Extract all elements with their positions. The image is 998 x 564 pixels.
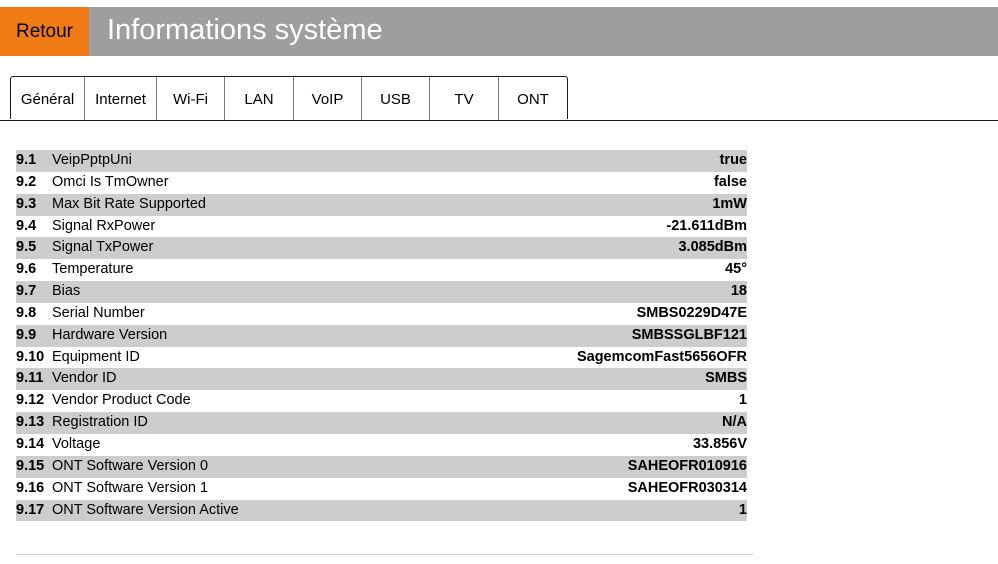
table-row <box>16 390 747 412</box>
table-row <box>16 150 747 172</box>
row-number: 9.6 <box>16 261 37 278</box>
row-label: Temperature <box>52 261 134 278</box>
row-value: 18 <box>730 283 747 300</box>
row-number: 9.13 <box>16 414 45 431</box>
tab-general[interactable]: Général <box>11 77 85 120</box>
row-value: 1mW <box>712 195 747 212</box>
row-label: Voltage <box>52 435 101 452</box>
table-row <box>16 500 747 522</box>
table-row <box>16 456 747 478</box>
row-number: 9.4 <box>16 217 37 234</box>
tab-bar <box>10 76 568 119</box>
row-label: Signal TxPower <box>52 239 154 256</box>
row-value: N/A <box>722 414 747 431</box>
row-label: Vendor Product Code <box>52 392 191 409</box>
table-row <box>16 412 747 434</box>
row-number: 9.7 <box>16 283 37 300</box>
row-label: Bias <box>52 283 81 300</box>
ont-info-table <box>16 150 747 521</box>
table-row <box>16 259 747 281</box>
row-value: 33.856V <box>692 435 747 452</box>
header-bar <box>0 7 998 56</box>
row-label: ONT Software Version 1 <box>52 479 209 496</box>
row-label: Signal RxPower <box>52 217 156 234</box>
row-value: 1 <box>738 501 747 518</box>
row-value: -21.611dBm <box>666 217 747 234</box>
table-row <box>16 237 747 259</box>
row-number: 9.5 <box>16 239 37 256</box>
row-value: SMBS0229D47E <box>636 304 747 321</box>
row-value: SagemcomFast5656OFR <box>576 348 747 365</box>
row-value: true <box>719 152 747 168</box>
tab-ont[interactable]: ONT <box>517 91 549 108</box>
row-label: VeipPptpUni <box>52 152 132 168</box>
row-number: 9.9 <box>16 326 37 343</box>
row-value: 45° <box>725 261 747 278</box>
row-label: Registration ID <box>52 414 148 431</box>
table-row <box>16 434 747 456</box>
tab-internet[interactable]: Internet <box>85 77 157 120</box>
row-number: 9.12 <box>16 392 45 409</box>
tab-wifi[interactable]: Wi-Fi <box>157 77 225 120</box>
row-label: Omci Is TmOwner <box>52 173 169 190</box>
table-row <box>16 303 747 325</box>
tab-divider <box>0 120 998 121</box>
row-number: 9.14 <box>16 435 45 452</box>
tab-voip[interactable]: VoIP <box>294 77 362 120</box>
row-number: 9.15 <box>16 457 45 474</box>
row-label: Max Bit Rate Supported <box>52 195 206 212</box>
table-row <box>16 347 747 369</box>
row-label: ONT Software Version 0 <box>52 457 209 474</box>
table-row <box>16 172 747 194</box>
row-value: SAHEOFR030314 <box>627 479 747 496</box>
row-label: Equipment ID <box>52 348 140 365</box>
table-row <box>16 368 747 390</box>
tab-lan[interactable]: LAN <box>225 77 294 120</box>
row-label: ONT Software Version Active <box>52 501 239 518</box>
row-number: 9.1 <box>16 152 37 168</box>
tab-tv[interactable]: TV <box>430 77 499 120</box>
row-number: 9.3 <box>16 195 37 212</box>
row-number: 9.16 <box>16 479 45 496</box>
row-label: Serial Number <box>52 304 145 321</box>
bottom-divider <box>16 554 753 555</box>
table-row <box>16 281 747 303</box>
table-row <box>16 194 747 216</box>
table-row <box>16 216 747 238</box>
row-value: 3.085dBm <box>678 239 747 256</box>
row-number: 9.2 <box>16 173 37 190</box>
row-label: Vendor ID <box>52 370 117 387</box>
row-value: false <box>713 173 747 190</box>
row-number: 9.10 <box>16 348 45 365</box>
row-value: SAHEOFR010916 <box>627 457 747 474</box>
row-value: SMBS <box>705 370 747 387</box>
row-number: 9.11 <box>16 370 44 387</box>
row-value: SMBSSGLBF121 <box>631 326 747 343</box>
tab-usb[interactable]: USB <box>362 77 430 120</box>
row-number: 9.8 <box>16 304 37 321</box>
table-row <box>16 325 747 347</box>
table-row <box>16 478 747 500</box>
page-title: Informations système <box>107 14 383 46</box>
back-button[interactable]: Retour <box>0 7 89 56</box>
row-value: 1 <box>738 392 747 409</box>
row-label: Hardware Version <box>52 326 168 343</box>
row-number: 9.17 <box>16 501 45 518</box>
